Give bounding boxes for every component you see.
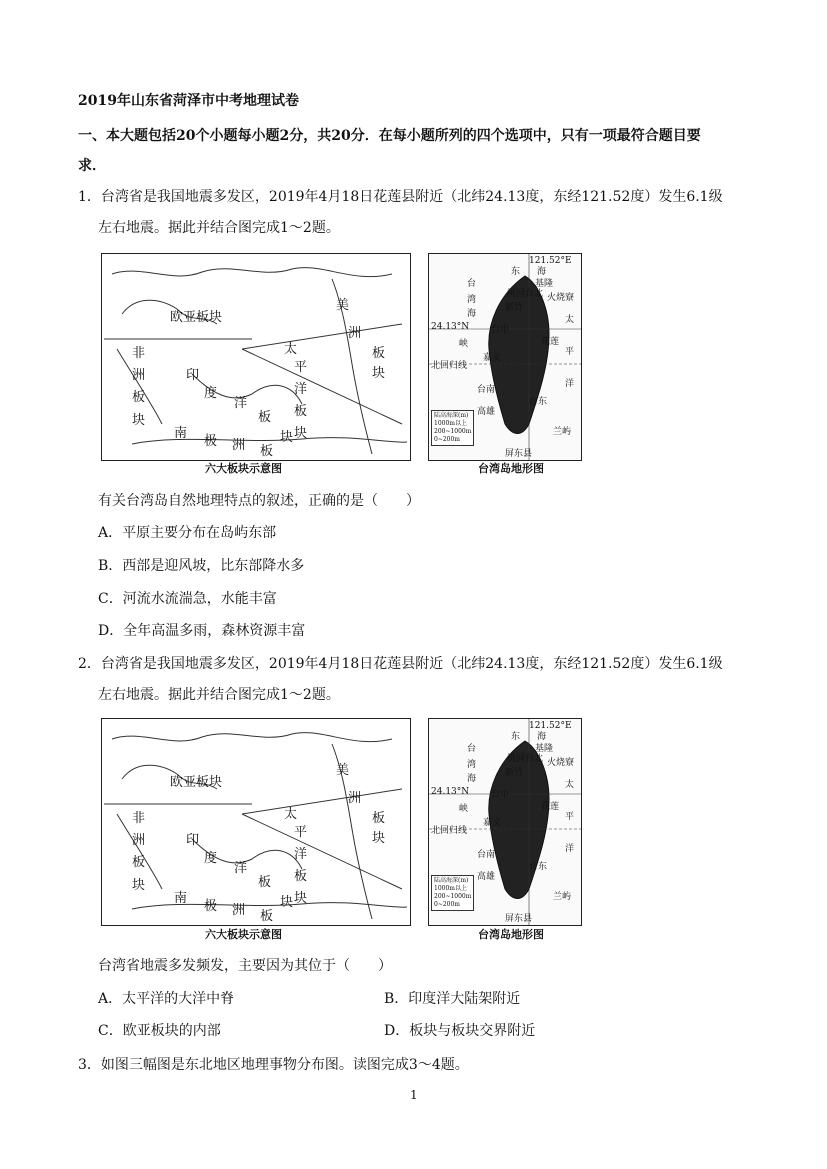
place-taipei: 台北	[525, 289, 544, 299]
place-taitung: 台东	[529, 397, 548, 407]
world-map-drawing	[102, 254, 410, 460]
taiwan-legend	[431, 410, 474, 446]
place-pingtung-2: 屏东县	[505, 914, 533, 924]
label-pacific-2-2: 平	[294, 825, 308, 840]
q1-option-b[interactable]: B．西部是迎风坡，比东部降水多	[98, 558, 305, 574]
label-pacific-2-4: 板	[294, 869, 308, 884]
place-hai-2: 海	[537, 732, 547, 742]
label-america-2: 洲	[348, 326, 362, 341]
taiwan-lat-label: 24.13°N	[431, 322, 470, 332]
place-taichung: 台中	[491, 325, 510, 335]
place-chiayi-2: 嘉义	[483, 818, 502, 828]
world-map-drawing-2	[102, 719, 410, 925]
place-taitung-2: 台东	[529, 862, 548, 872]
section-heading: 一、本大题包括20个小题每小题2分，共20分．在每小题所列的四个选项中，只有一项最符合题目要	[78, 128, 701, 144]
label-indian-2: 度	[204, 386, 218, 401]
label-africa-2-4: 块	[132, 878, 146, 893]
label-taiwan-2-2: 湾	[467, 760, 477, 770]
place-taipei-2: 台北	[525, 754, 544, 764]
label-antarctic-2-4: 板	[260, 909, 274, 924]
place-taoyuan: 桃园	[507, 289, 526, 299]
taiwan-map-caption: 台湾岛地形图	[478, 462, 544, 475]
label-ping: 平	[565, 347, 575, 357]
section-heading-cont: 求．	[78, 158, 106, 174]
place-dong: 东	[511, 267, 521, 277]
place-huoshaoliao-2: 火烧寮	[547, 758, 575, 768]
taiwan-lon-label: 121.52°E	[529, 256, 572, 266]
place-keelung-2: 基隆	[535, 744, 554, 754]
label-america-3: 板	[372, 346, 386, 361]
label-indian-1: 印	[186, 368, 200, 383]
q1-option-d[interactable]: D．全年高温多雨，森林资源丰富	[98, 623, 306, 639]
place-pingtung: 屏东县	[505, 449, 533, 459]
q2-stem-line2: 左右地震。据此并结合图完成1～2题。	[98, 687, 340, 703]
label-pacific-4: 板	[294, 404, 308, 419]
world-plates-map	[101, 253, 411, 461]
place-lanyu-2: 兰屿	[553, 892, 572, 902]
label-yang-2: 洋	[565, 844, 575, 854]
label-indian-2-5: 块	[280, 895, 294, 910]
page-number: 1	[410, 1088, 418, 1102]
label-pacific-2: 平	[294, 360, 308, 375]
q2-stem-line1: 2．台湾省是我国地震多发区，2019年4月18日花莲县附近（北纬24.13度，东经121.52度）发生6.1级	[78, 656, 723, 672]
place-hualien: 花莲	[541, 337, 560, 347]
legend-item-2: 200~1000m	[434, 428, 472, 435]
label-africa-1: 非	[132, 346, 146, 361]
label-tai: 太	[565, 315, 575, 325]
label-tai-2: 太	[565, 780, 575, 790]
label-antarctic-2-1: 南	[174, 891, 188, 906]
place-hai: 海	[537, 267, 547, 277]
legend-item-2-2: 200~1000m	[434, 893, 472, 900]
q2-option-a[interactable]: A．太平洋的大洋中脊	[98, 991, 235, 1007]
taiwan-tropic-label: 北回归线	[431, 361, 468, 371]
q2-option-d[interactable]: D．板块与板块交界附近	[384, 1023, 536, 1039]
q2-question: 台湾省地震多发频发，主要因为其位于（ ）	[98, 958, 392, 974]
label-indian-3: 洋	[234, 396, 248, 411]
q1-stem-line2: 左右地震。据此并结合图完成1～2题。	[98, 220, 340, 236]
label-indian-5: 块	[280, 430, 294, 445]
q1-option-c[interactable]: C．河流水流湍急，水能丰富	[98, 591, 277, 607]
world-plates-map-2	[101, 718, 411, 926]
place-hualien-2: 花莲	[541, 802, 560, 812]
taiwan-tropic-label-2: 北回归线	[431, 826, 468, 836]
label-taiwan-2-1: 台	[467, 744, 477, 754]
place-chiayi: 嘉义	[483, 353, 502, 363]
label-antarctic-4: 板	[260, 444, 274, 459]
label-africa-2-3: 板	[132, 855, 146, 870]
label-america-2-1: 美	[336, 763, 350, 778]
label-indian-2-2: 度	[204, 851, 218, 866]
q2-option-b[interactable]: B．印度洋大陆架附近	[384, 991, 521, 1007]
label-antarctic-2-2: 极	[204, 899, 218, 914]
legend-item-2-3: 0~200m	[434, 901, 460, 908]
place-hsinchu-2: 新竹	[505, 768, 524, 778]
label-yang: 洋	[565, 379, 575, 389]
place-hsinchu: 新竹	[505, 303, 524, 313]
q3-stem: 3．如图三幅图是东北地区地理事物分布图。读图完成3～4题。	[78, 1057, 469, 1073]
place-keelung: 基隆	[535, 279, 554, 289]
place-tainan-2: 台南	[477, 850, 496, 860]
label-america-1: 美	[336, 298, 350, 313]
legend-title-2: 陆高海深(m)	[434, 877, 469, 884]
label-pacific-2-1: 太	[284, 807, 298, 822]
label-africa-2-2: 洲	[132, 833, 146, 848]
label-america-2-4: 块	[372, 831, 386, 846]
label-america-4: 块	[372, 366, 386, 381]
label-eurasia-2: 欧亚板块	[170, 775, 223, 790]
taiwan-map-caption-2: 台湾岛地形图	[478, 928, 544, 941]
place-kaohsiung-2: 高雄	[477, 872, 496, 882]
label-taiwan-1: 台	[467, 279, 477, 289]
legend-title: 陆高海深(m)	[434, 412, 469, 419]
label-indian-2-3: 洋	[234, 861, 248, 876]
legend-item-2-1: 1000m以上	[434, 885, 467, 892]
label-haixia-2-2: 峡	[459, 804, 469, 814]
q1-option-a[interactable]: A．平原主要分布在岛屿东部	[98, 525, 277, 541]
label-indian-2-1: 印	[186, 833, 200, 848]
place-taoyuan-2: 桃园	[507, 754, 526, 764]
q1-stem-line1: 1．台湾省是我国地震多发区，2019年4月18日花莲县附近（北纬24.13度，东经121.52度）发生6.1级	[78, 189, 723, 205]
legend-item-1: 1000m以上	[434, 420, 467, 427]
label-ping-2: 平	[565, 812, 575, 822]
label-haixia-1: 海	[467, 309, 477, 319]
taiwan-lat-label-2: 24.13°N	[431, 787, 470, 797]
taiwan-legend-2	[431, 875, 474, 911]
label-indian-2-4: 板	[258, 875, 272, 890]
label-antarctic-3: 洲	[232, 438, 246, 453]
label-pacific-5: 块	[294, 426, 308, 441]
place-huoshaoliao: 火烧寮	[547, 293, 575, 303]
taiwan-lon-label-2: 121.52°E	[529, 721, 572, 731]
label-eurasia: 欧亚板块	[170, 310, 223, 325]
label-pacific-1: 太	[284, 342, 298, 357]
world-map-caption-2: 六大板块示意图	[205, 928, 282, 941]
label-indian-4: 板	[258, 410, 272, 425]
place-tainan: 台南	[477, 385, 496, 395]
label-africa-2-1: 非	[132, 811, 146, 826]
taiwan-map-2	[428, 718, 582, 926]
place-taichung-2: 台中	[491, 790, 510, 800]
label-antarctic-2: 极	[204, 434, 218, 449]
label-africa-2: 洲	[132, 368, 146, 383]
label-africa-3: 板	[132, 390, 146, 405]
label-america-2-3: 板	[372, 811, 386, 826]
label-antarctic-1: 南	[174, 426, 188, 441]
label-taiwan-2: 湾	[467, 295, 477, 305]
q2-option-c[interactable]: C．欧亚板块的内部	[98, 1023, 221, 1039]
place-kaohsiung: 高雄	[477, 407, 496, 417]
label-pacific-2-5: 块	[294, 891, 308, 906]
label-africa-4: 块	[132, 413, 146, 428]
label-pacific-3: 洋	[294, 382, 308, 397]
taiwan-map	[428, 253, 582, 461]
world-map-caption: 六大板块示意图	[205, 462, 282, 475]
exam-title: 2019年山东省菏泽市中考地理试卷	[78, 93, 299, 109]
label-haixia-2: 峡	[459, 339, 469, 349]
label-pacific-2-3: 洋	[294, 847, 308, 862]
place-dong-2: 东	[511, 732, 521, 742]
label-antarctic-2-3: 洲	[232, 903, 246, 918]
label-haixia-2-1: 海	[467, 774, 477, 784]
place-lanyu: 兰屿	[553, 427, 572, 437]
q1-question: 有关台湾岛自然地理特点的叙述，正确的是（ ）	[98, 493, 420, 509]
legend-item-3: 0~200m	[434, 436, 460, 443]
label-america-2-2: 洲	[348, 791, 362, 806]
